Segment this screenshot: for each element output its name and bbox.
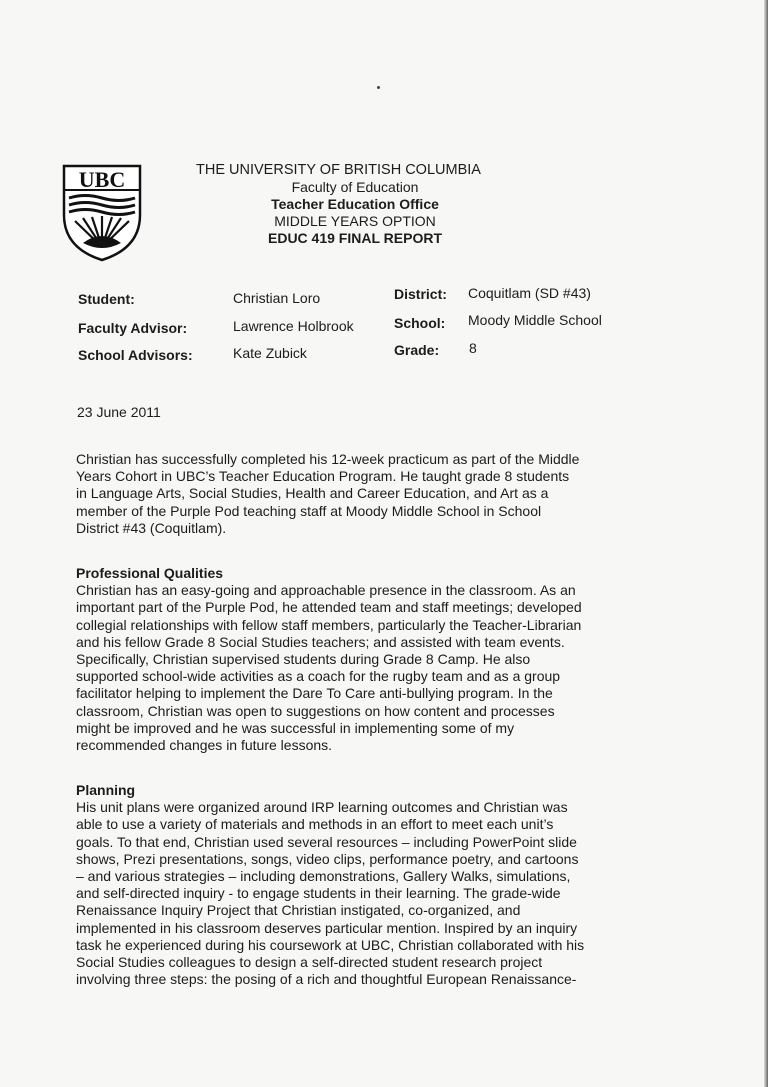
professional-line: collegial relationships with fellow staff members, particularly the Teacher-Librarian <box>76 616 582 633</box>
planning-line: shows, Prezi presentations, songs, video clips, performance poetry, and cartoons <box>76 850 579 867</box>
grade-value: 8 <box>469 340 477 356</box>
faculty-name: Faculty of Education <box>291 179 419 195</box>
school-advisors-value: Kate Zubick <box>233 345 307 361</box>
school-value: Moody Middle School <box>468 312 602 328</box>
professional-line: classroom, Christian was open to suggestions on how content and processes <box>76 702 555 719</box>
planning-line: Renaissance Inquiry Project that Christian instigated, co-organized, and <box>76 902 521 919</box>
student-value: Christian Loro <box>233 290 321 306</box>
speck-mark <box>377 86 380 89</box>
intro-line: in Language Arts, Social Studies, Health and Career Education, and Art as a <box>76 485 549 502</box>
university-name: THE UNIVERSITY OF BRITISH COLUMBIA <box>196 162 481 178</box>
intro-line: Christian has successfully completed his 12-week practicum as part of the Middle <box>76 451 580 467</box>
logo-text: UBC <box>78 167 126 192</box>
professional-line: important part of the Purple Pod, he attended team and staff meetings; developed <box>76 599 582 616</box>
planning-line: His unit plans were organized around IRP learning outcomes and Christian was <box>76 799 568 816</box>
scan-edge-shadow <box>764 0 768 1087</box>
district-value: Coquitlam (SD #43) <box>468 285 591 301</box>
planning-heading: Planning <box>76 782 136 798</box>
planning-section <box>76 782 666 988</box>
program-option: MIDDLE YEARS OPTION <box>274 213 436 229</box>
report-title: EDUC 419 FINAL REPORT <box>268 230 442 246</box>
professional-line: facilitator helping to implement the Dare To Care anti-bullying program. In the <box>76 685 553 702</box>
planning-line: and self-directed inquiry - to engage students in their learning. The grade-wide <box>76 885 561 902</box>
planning-line: involving three steps: the posing of a rich and thoughtful European Renaissance- <box>76 971 577 988</box>
planning-line: implemented in his classroom deserves particular mention. Inspired by an inquiry <box>76 919 578 936</box>
planning-line: able to use a variety of materials and methods in an effort to meet each unit’s <box>76 816 554 833</box>
intro-line: Years Cohort in UBC’s Teacher Education Program. He taught grade 8 students <box>76 468 570 485</box>
district-label: District: <box>394 286 447 302</box>
school-label: School: <box>394 315 446 331</box>
planning-line: – and various strategies – including demonstrations, Gallery Walks, simulations, <box>76 868 571 885</box>
professional-line: recommended changes in future lessons. <box>76 737 333 754</box>
faculty-advisor-label: Faculty Advisor: <box>78 320 188 336</box>
intro-line: member of the Purple Pod teaching staff at Moody Middle School in School <box>76 502 542 519</box>
grade-label: Grade: <box>394 342 440 358</box>
faculty-advisor-value: Lawrence Holbrook <box>233 318 354 334</box>
student-label: Student: <box>78 291 135 307</box>
planning-line: goals. To that end, Christian used several resources – including PowerPoint slide <box>76 833 577 850</box>
office-name: Teacher Education Office <box>271 196 439 212</box>
professional-line: supported school-wide activities as a coach for the rugby team and as a group <box>76 668 561 685</box>
ubc-crest-logo <box>61 163 143 263</box>
professional-line: might be improved and he was successful in implementing some of my <box>76 719 515 736</box>
professional-line: Christian has an easy-going and approachable presence in the classroom. As an <box>76 582 576 599</box>
professional-line: Specifically, Christian supervised students during Grade 8 Camp. He also <box>76 651 531 668</box>
planning-line: task he experienced during his coursework at UBC, Christian collaborated with his <box>76 936 585 953</box>
planning-line: Social Studies colleagues to design a self-directed student research project <box>76 954 543 971</box>
professional-qualities-section <box>76 565 666 754</box>
report-date: 23 June 2011 <box>77 404 161 420</box>
professional-qualities-heading: Professional Qualities <box>76 565 224 581</box>
intro-paragraph <box>76 451 666 537</box>
professional-line: and his fellow Grade 8 Social Studies teachers; and assisted with team events. <box>76 633 565 650</box>
school-advisors-label: School Advisors: <box>78 347 193 363</box>
report-header <box>190 162 520 247</box>
intro-line: District #43 (Coquitlam). <box>76 519 227 536</box>
